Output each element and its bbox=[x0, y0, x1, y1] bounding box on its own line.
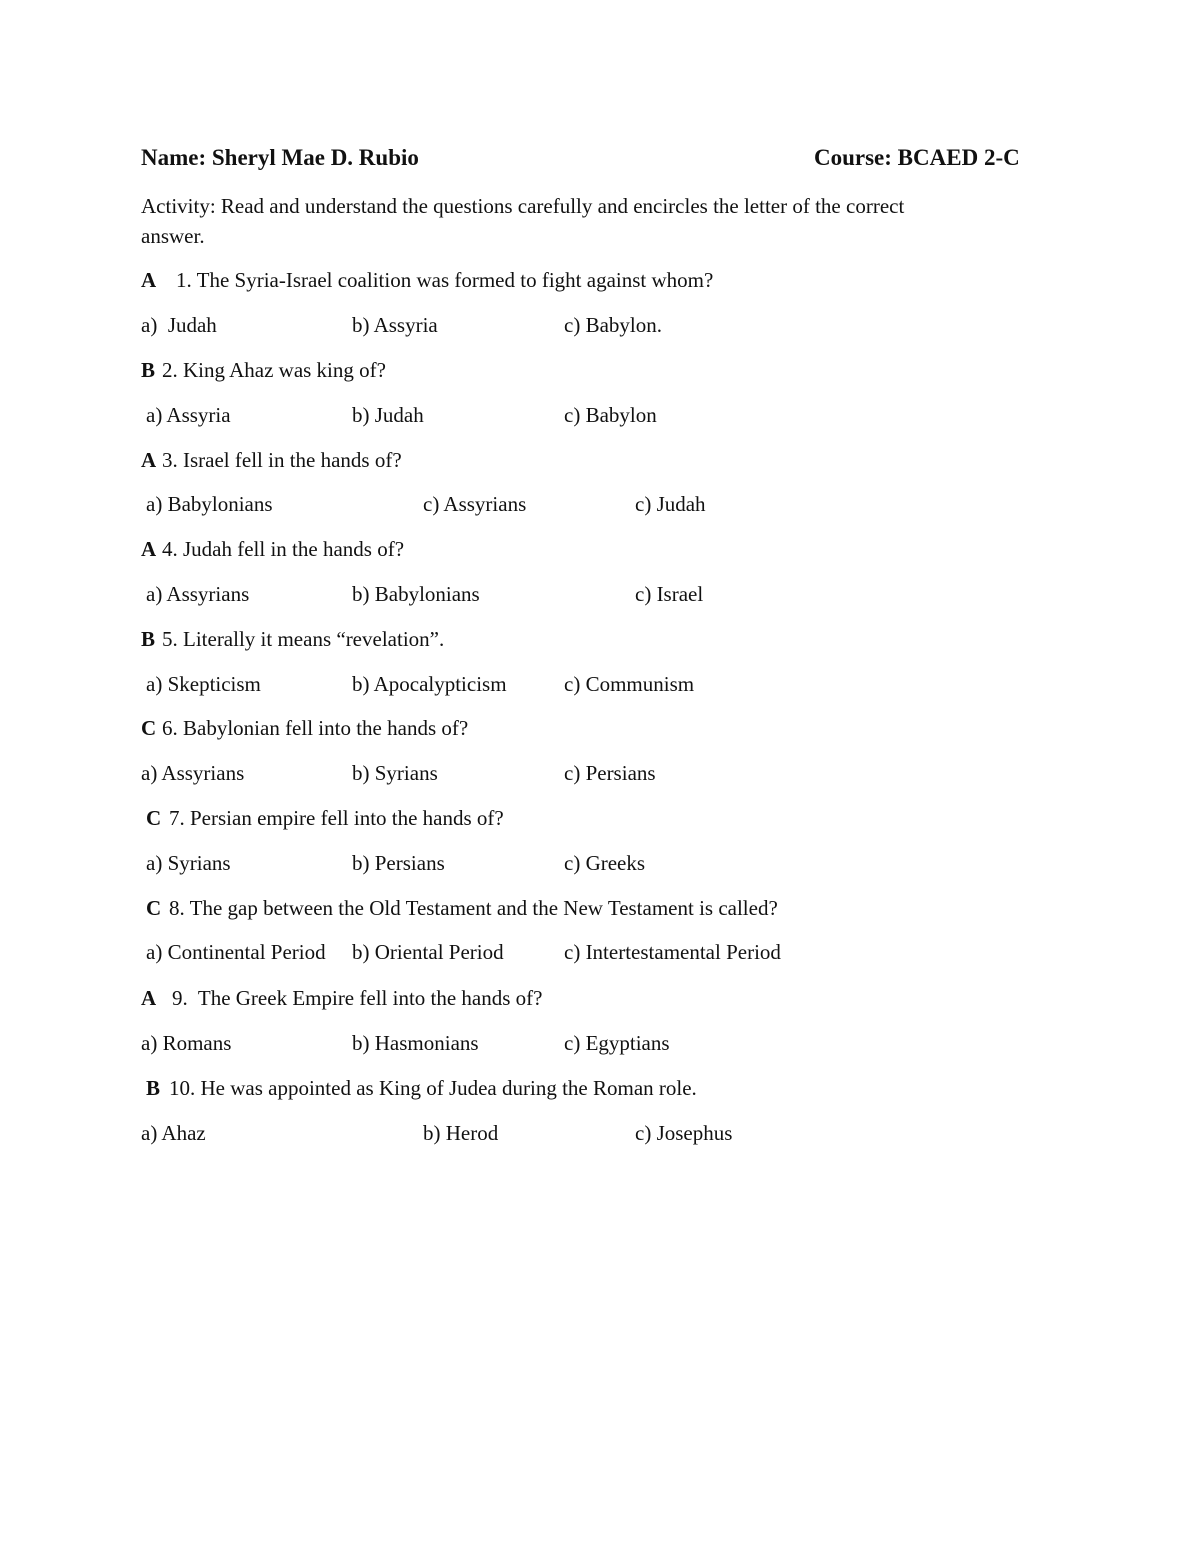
option-a: a) Syrians bbox=[146, 851, 231, 875]
question-text: 8. The gap between the Old Testament and the New Testament is called? bbox=[169, 896, 778, 920]
option-c: c) Josephus bbox=[635, 1121, 733, 1145]
answer-letter: A bbox=[141, 448, 157, 472]
option-a: a) Skepticism bbox=[146, 672, 261, 696]
option-b: b) Persians bbox=[352, 851, 445, 875]
question-text: 5. Literally it means “revelation”. bbox=[162, 627, 445, 651]
option-b: b) Apocalypticism bbox=[352, 672, 507, 696]
option-a: a) Assyrians bbox=[146, 582, 250, 606]
option-c: c) Greeks bbox=[564, 851, 646, 875]
answer-letter: C bbox=[146, 896, 162, 920]
option-c: c) Israel bbox=[635, 582, 704, 606]
answer-letter: B bbox=[146, 1076, 161, 1100]
option-b: b) Judah bbox=[352, 403, 424, 427]
question-text: 9. The Greek Empire fell into the hands of? bbox=[172, 986, 543, 1010]
option-b: b) Assyria bbox=[352, 313, 438, 337]
answer-letter: A bbox=[141, 537, 157, 561]
question-text: 1. The Syria-Israel coalition was formed to fight against whom? bbox=[176, 268, 714, 292]
option-b: b) Babylonians bbox=[352, 582, 480, 606]
answer-letter: A bbox=[141, 268, 157, 292]
option-b: b) Syrians bbox=[352, 761, 438, 785]
option-b: c) Assyrians bbox=[423, 492, 527, 516]
answer-letter: C bbox=[141, 716, 157, 740]
question-text: 3. Israel fell in the hands of? bbox=[162, 448, 402, 472]
answer-letter: A bbox=[141, 986, 157, 1010]
question-text: 4. Judah fell in the hands of? bbox=[162, 537, 405, 561]
option-b: b) Herod bbox=[423, 1121, 499, 1145]
option-c: c) Babylon. bbox=[564, 313, 662, 337]
option-a: a) Continental Period bbox=[146, 940, 326, 964]
question-text: 2. King Ahaz was king of? bbox=[162, 358, 386, 382]
instructions-line-2: answer. bbox=[141, 224, 205, 248]
question-text: 7. Persian empire fell into the hands of? bbox=[169, 806, 504, 830]
option-c: c) Intertestamental Period bbox=[564, 940, 781, 964]
option-a: a) Judah bbox=[141, 313, 217, 337]
instructions-line-1: Activity: Read and understand the questions carefully and encircles the letter of the correct bbox=[141, 194, 905, 218]
answer-letter: C bbox=[146, 806, 162, 830]
question-text: 10. He was appointed as King of Judea during the Roman role. bbox=[169, 1076, 697, 1100]
answer-letter: B bbox=[141, 358, 156, 382]
answer-letter: B bbox=[141, 627, 156, 651]
option-b: b) Hasmonians bbox=[352, 1031, 479, 1055]
option-c: c) Babylon bbox=[564, 403, 657, 427]
option-c: c) Persians bbox=[564, 761, 656, 785]
option-a: a) Assyrians bbox=[141, 761, 245, 785]
option-c: c) Egyptians bbox=[564, 1031, 670, 1055]
option-c: c) Judah bbox=[635, 492, 706, 516]
student-name: Name: Sheryl Mae D. Rubio bbox=[141, 145, 419, 170]
option-a: a) Romans bbox=[141, 1031, 232, 1055]
option-c: c) Communism bbox=[564, 672, 695, 696]
option-b: b) Oriental Period bbox=[352, 940, 504, 964]
option-a: a) Assyria bbox=[146, 403, 231, 427]
question-text: 6. Babylonian fell into the hands of? bbox=[162, 716, 469, 740]
course-label: Course: BCAED 2-C bbox=[814, 145, 1020, 170]
option-a: a) Ahaz bbox=[141, 1121, 206, 1145]
option-a: a) Babylonians bbox=[146, 492, 273, 516]
